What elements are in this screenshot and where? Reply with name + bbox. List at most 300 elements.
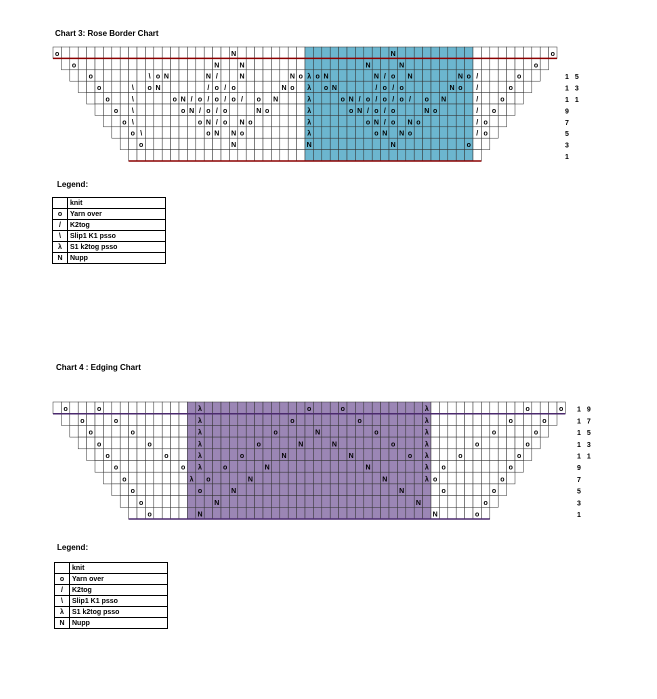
chart3-cell: [271, 47, 279, 58]
chart4-cell: [297, 402, 305, 414]
chart4-cell: [271, 461, 279, 473]
chart4-cell: [347, 425, 355, 437]
chart4-cell: [431, 449, 439, 461]
chart4-cell: [481, 484, 489, 496]
chart3-stitch-symbol: N: [382, 130, 388, 138]
chart4-cell: [263, 484, 271, 496]
chart4-cell: [523, 414, 531, 426]
chart3-cell: [322, 104, 330, 115]
chart4-cell: [305, 461, 313, 473]
chart3-cell: [145, 47, 153, 58]
chart4-cell: [322, 507, 330, 519]
chart3-cell: [439, 58, 447, 69]
chart4-cell: [129, 437, 137, 449]
chart3-cell: [313, 127, 321, 138]
chart3-cell: [271, 138, 279, 149]
chart3-cell: [271, 58, 279, 69]
chart4-cell: [465, 461, 473, 473]
chart3-stitch-symbol: N: [189, 107, 195, 115]
chart4-cell: [213, 449, 221, 461]
legend-row: [55, 607, 168, 618]
chart3-cell: [171, 127, 179, 138]
chart3-stitch-symbol: \: [140, 130, 143, 138]
chart4-cell: [145, 425, 153, 437]
chart4-stitch-symbol: λ: [424, 476, 429, 484]
chart3-cell: [498, 47, 506, 58]
chart4-cell: [397, 461, 405, 473]
chart4-cell: [313, 507, 321, 519]
chart3-cell: [456, 104, 464, 115]
chart3-cell: [397, 138, 405, 149]
chart3-cell: [507, 58, 515, 69]
chart3-stitch-symbol: \: [148, 73, 151, 81]
chart3-cell: [414, 81, 422, 92]
chart3-cell: [179, 150, 187, 161]
chart3-cell: [498, 104, 506, 115]
chart4-cell: [313, 437, 321, 449]
chart4-cell: [507, 402, 515, 414]
chart4-cell: [280, 461, 288, 473]
chart4-cell: [129, 402, 137, 414]
chart4-cell: [339, 507, 347, 519]
chart4-cell: [515, 461, 523, 473]
chart4-cell: [439, 402, 447, 414]
chart4-cell: [347, 484, 355, 496]
chart4-cell: [238, 472, 246, 484]
legend1-title: Legend:: [57, 180, 89, 189]
chart4-cell: [532, 414, 540, 426]
chart4-cell: [171, 437, 179, 449]
chart3-stitch-symbol: o: [365, 96, 371, 104]
chart4-cell: [313, 472, 321, 484]
chart3-stitch-symbol: \: [131, 107, 134, 115]
chart3-cell: [439, 115, 447, 126]
chart4-cell: [129, 414, 137, 426]
chart4-cell: [263, 496, 271, 508]
chart4-cell: [523, 425, 531, 437]
chart3-cell: [330, 58, 338, 69]
chart4-cell: [431, 496, 439, 508]
chart4-cell: [263, 472, 271, 484]
chart3-cell: [112, 70, 120, 81]
chart4-cell: [171, 484, 179, 496]
chart4-cell: [456, 402, 464, 414]
chart4-cell: [456, 414, 464, 426]
chart3-cell: [330, 115, 338, 126]
chart4-cell: [481, 425, 489, 437]
chart3-cell: [137, 104, 145, 115]
chart4-cell: [187, 402, 195, 414]
chart3-cell: [204, 58, 212, 69]
chart3-cell: [154, 150, 162, 161]
chart3-cell: [196, 70, 204, 81]
chart3-stitch-symbol: /: [215, 107, 218, 115]
chart3-cell: [280, 150, 288, 161]
chart4-cell: [221, 507, 229, 519]
chart4-cell: [431, 402, 439, 414]
chart4-cell: [355, 461, 363, 473]
chart3-cell: [154, 104, 162, 115]
chart4-cell: [162, 507, 170, 519]
chart3-stitch-symbol: o: [197, 119, 203, 127]
chart4-cell: [414, 461, 422, 473]
chart4-cell: [238, 507, 246, 519]
chart3-cell: [103, 47, 111, 58]
chart4-cell: [154, 449, 162, 461]
chart3-cell: [179, 115, 187, 126]
chart3-cell: [381, 58, 389, 69]
chart4-cell: [355, 484, 363, 496]
chart3-stitch-symbol: o: [340, 96, 345, 104]
chart3-cell: [145, 115, 153, 126]
chart4-cell: [70, 425, 78, 437]
chart4-cell: [364, 484, 372, 496]
chart3-cell: [355, 138, 363, 149]
chart3-stitch-symbol: /: [241, 96, 243, 104]
chart3-stitch-symbol: /: [392, 96, 395, 104]
legend-description: Slip1 K1 psso: [70, 596, 168, 607]
chart4-cell: [313, 484, 321, 496]
chart3-cell: [481, 81, 489, 92]
chart4-stitch-symbol: N: [415, 499, 421, 507]
chart3-cell: [297, 115, 305, 126]
chart3-stitch-symbol: o: [256, 96, 261, 104]
chart4-cell: [229, 425, 237, 437]
chart3-stitch-symbol: N: [457, 73, 463, 81]
chart3-cell: [481, 58, 489, 69]
chart3-cell: [221, 150, 229, 161]
chart3-cell: [372, 47, 380, 58]
legend-description: Yarn over: [68, 209, 166, 220]
chart4-cell: [263, 402, 271, 414]
chart3-cell: [347, 81, 355, 92]
chart4-cell: [448, 425, 456, 437]
chart3-stitch-symbol: o: [374, 107, 379, 115]
chart3-cell: [490, 115, 498, 126]
legend-description: S1 k2tog psso: [70, 607, 168, 618]
chart4-cell: [406, 402, 414, 414]
chart4-cell: [187, 414, 195, 426]
chart4-stitch-symbol: λ: [189, 476, 194, 484]
chart3-cell: [465, 81, 473, 92]
chart3-cell: [288, 104, 296, 115]
chart3-cell: [381, 138, 389, 149]
chart4-cell: [297, 461, 305, 473]
chart3-stitch-symbol: N: [399, 130, 405, 138]
chart3-cell: [406, 150, 414, 161]
chart3-cell: [339, 58, 347, 69]
chart3-cell: [339, 115, 347, 126]
chart3-cell: [372, 150, 380, 161]
chart3-cell: [397, 115, 405, 126]
legend-row: [55, 618, 168, 629]
chart4-stitch-symbol: λ: [198, 417, 202, 425]
chart3-cell: [129, 70, 137, 81]
chart3-cell: [213, 47, 221, 58]
chart4-cell: [229, 472, 237, 484]
chart4-cell: [179, 449, 187, 461]
chart4-stitch-symbol: o: [491, 488, 497, 496]
chart3-cell: [313, 104, 321, 115]
chart4-cell: [456, 461, 464, 473]
chart3-cell: [523, 81, 531, 92]
chart4-stitch-symbol: o: [441, 464, 446, 472]
chart4-cell: [145, 472, 153, 484]
chart3-cell: [120, 81, 128, 92]
chart4-title: Chart 4 : Edging Chart: [56, 363, 141, 372]
chart3-cell: [448, 115, 456, 126]
chart4-cell: [481, 472, 489, 484]
legend-row: [55, 596, 168, 607]
chart4-stitch-symbol: o: [97, 406, 102, 414]
chart4-stitch-symbol: o: [559, 406, 564, 414]
chart4-cell: [297, 472, 305, 484]
chart4-cell: [389, 425, 397, 437]
legend-description: S1 k2tog psso: [68, 242, 166, 253]
chart3-cell: [481, 70, 489, 81]
chart4-cell: [448, 484, 456, 496]
chart4-cell: [280, 425, 288, 437]
legend1-table: [52, 197, 166, 264]
chart3-cell: [87, 58, 95, 69]
chart3-stitch-symbol: /: [207, 85, 210, 93]
chart4-cell: [339, 449, 347, 461]
chart4-cell: [347, 437, 355, 449]
chart3-cell: [456, 58, 464, 69]
chart4-cell: [423, 496, 431, 508]
chart3-cell: [171, 70, 179, 81]
chart4-cell: [213, 507, 221, 519]
chart3-stitch-symbol: /: [199, 107, 201, 115]
chart3-cell: [263, 81, 271, 92]
chart4-cell: [229, 507, 237, 519]
chart4-cell: [271, 496, 279, 508]
chart4-row-number: 9: [577, 465, 583, 473]
chart4-cell: [498, 461, 506, 473]
chart4-cell: [465, 425, 473, 437]
chart4-cell: [439, 437, 447, 449]
chart4-cell: [162, 484, 170, 496]
chart4-stitch-symbol: o: [475, 511, 480, 519]
chart4-cell: [204, 449, 212, 461]
chart4-cell: [473, 402, 481, 414]
chart3-cell: [246, 127, 254, 138]
chart3-cell: [406, 104, 414, 115]
chart4-cell: [465, 449, 473, 461]
chart3-stitch-symbol: /: [392, 85, 395, 93]
chart4-cell: [297, 449, 305, 461]
chart3-cell: [95, 104, 103, 115]
chart3-cell: [364, 47, 372, 58]
chart3-cell: [347, 47, 355, 58]
chart4-stitch-symbol: N: [281, 453, 287, 460]
chart4-cell: [238, 484, 246, 496]
chart3-cell: [137, 81, 145, 92]
chart3-cell: [515, 81, 523, 92]
chart3-cell: [431, 70, 439, 81]
chart3-cell: [355, 115, 363, 126]
chart4-cell: [271, 449, 279, 461]
chart3-cell: [507, 104, 515, 115]
chart3-cell: [288, 138, 296, 149]
chart3-cell: [339, 104, 347, 115]
chart4-cell: [549, 402, 557, 414]
chart4-cell: [481, 437, 489, 449]
chart3-stitch-symbol: o: [181, 107, 186, 115]
chart3-cell: [145, 127, 153, 138]
chart4-cell: [229, 414, 237, 426]
chart3-row-number: 3: [565, 142, 571, 150]
chart4-cell: [322, 484, 330, 496]
chart4-cell: [389, 472, 397, 484]
chart3-cell: [162, 93, 170, 104]
chart3-cell: [322, 93, 330, 104]
chart3-cell: [465, 127, 473, 138]
chart4-cell: [255, 461, 263, 473]
chart4-cell: [246, 437, 254, 449]
chart4-cell: [330, 402, 338, 414]
chart4-cell: [414, 472, 422, 484]
chart4-cell: [305, 414, 313, 426]
legend-description: knit: [68, 198, 166, 209]
chart4-cell: [297, 414, 305, 426]
chart4-cell: [221, 484, 229, 496]
chart4-cell: [322, 461, 330, 473]
chart3-cell: [221, 70, 229, 81]
chart4-cell: [112, 402, 120, 414]
chart3-cell: [137, 93, 145, 104]
chart3-cell: [448, 70, 456, 81]
chart3-cell: [263, 47, 271, 58]
chart3-cell: [280, 138, 288, 149]
chart3-cell: [322, 47, 330, 58]
legend-description: K2tog: [70, 585, 168, 596]
chart4-cell: [238, 437, 246, 449]
chart4-cell: [246, 402, 254, 414]
chart3-stitch-symbol: /: [224, 85, 227, 93]
chart3-cell: [171, 81, 179, 92]
chart4-cell: [154, 507, 162, 519]
chart4-cell: [381, 437, 389, 449]
chart4-cell: [473, 496, 481, 508]
chart3-cell: [162, 81, 170, 92]
chart3-cell: [288, 93, 296, 104]
chart3-stitch-symbol: o: [466, 142, 471, 150]
chart3-cell: [490, 70, 498, 81]
chart4-cell: [339, 425, 347, 437]
chart4-stitch-symbol: o: [122, 476, 127, 484]
chart4-stitch-symbol: λ: [424, 406, 429, 414]
legend-description: Slip1 K1 psso: [68, 231, 166, 242]
chart3-stitch-symbol: /: [207, 96, 210, 104]
chart4-cell: [162, 402, 170, 414]
chart4-cell: [179, 507, 187, 519]
chart4-cell: [255, 402, 263, 414]
chart4-cell: [162, 437, 170, 449]
chart4-cell: [372, 507, 380, 519]
chart3-cell: [120, 47, 128, 58]
chart3-cell: [171, 115, 179, 126]
chart3-cell: [431, 58, 439, 69]
chart4-cell: [238, 402, 246, 414]
chart4-cell: [347, 414, 355, 426]
chart3-stitch-symbol: o: [374, 130, 379, 138]
chart3-cell: [137, 150, 145, 161]
chart4-cell: [179, 414, 187, 426]
chart3-cell: [271, 115, 279, 126]
chart4-cell: [397, 402, 405, 414]
chart4-cell: [246, 425, 254, 437]
chart4-cell: [120, 437, 128, 449]
chart3-cell: [263, 150, 271, 161]
chart4-cell: [498, 449, 506, 461]
chart3-stitch-symbol: \: [131, 85, 134, 93]
chart3-cell: [171, 104, 179, 115]
chart4-cell: [448, 449, 456, 461]
legend-description: Yarn over: [70, 574, 168, 585]
chart3-cell: [330, 150, 338, 161]
chart4-cell: [213, 402, 221, 414]
chart3-cell: [347, 138, 355, 149]
chart4-stitch-symbol: o: [483, 499, 488, 507]
chart3-cell: [423, 138, 431, 149]
chart3-stitch-symbol: o: [214, 96, 219, 104]
chart3-cell: [255, 81, 263, 92]
chart4-cell: [204, 425, 212, 437]
chart3-cell: [112, 81, 120, 92]
chart3-stitch-symbol: N: [373, 119, 379, 127]
chart4-cell: [263, 437, 271, 449]
chart3-stitch-symbol: N: [205, 73, 211, 81]
chart4-cell: [103, 425, 111, 437]
chart4-cell: [204, 496, 212, 508]
legend-description: K2tog: [68, 220, 166, 231]
chart3-cell: [129, 58, 137, 69]
chart4-cell: [322, 425, 330, 437]
chart3-cell: [255, 138, 263, 149]
chart4-cell: [507, 449, 515, 461]
chart4-cell: [330, 496, 338, 508]
chart4-cell: [515, 402, 523, 414]
chart3-cell: [229, 58, 237, 69]
chart3-cell: [439, 138, 447, 149]
chart3-cell: [246, 47, 254, 58]
chart4-cell: [78, 402, 86, 414]
chart3-cell: [280, 58, 288, 69]
chart4-cell: [305, 425, 313, 437]
chart4-cell: [137, 461, 145, 473]
chart4-stitch-symbol: o: [239, 453, 245, 460]
chart4-cell: [246, 461, 254, 473]
chart3-cell: [87, 93, 95, 104]
chart4-cell: [389, 507, 397, 519]
chart4-cell: [322, 437, 330, 449]
chart4-cell: [263, 425, 271, 437]
chart4-cell: [515, 437, 523, 449]
chart4-cell: [221, 472, 229, 484]
chart4-cell: [364, 449, 372, 461]
chart3-cell: [179, 81, 187, 92]
chart3-stitch-symbol: /: [409, 96, 411, 104]
chart4-cell: [339, 496, 347, 508]
chart4-cell: [406, 437, 414, 449]
chart3-cell: [154, 127, 162, 138]
chart4-cell: [406, 507, 414, 519]
chart3-cell: [389, 127, 397, 138]
chart3-stitch-symbol: o: [105, 96, 110, 104]
chart4-stitch-symbol: λ: [424, 441, 429, 449]
chart4-cell: [271, 437, 279, 449]
